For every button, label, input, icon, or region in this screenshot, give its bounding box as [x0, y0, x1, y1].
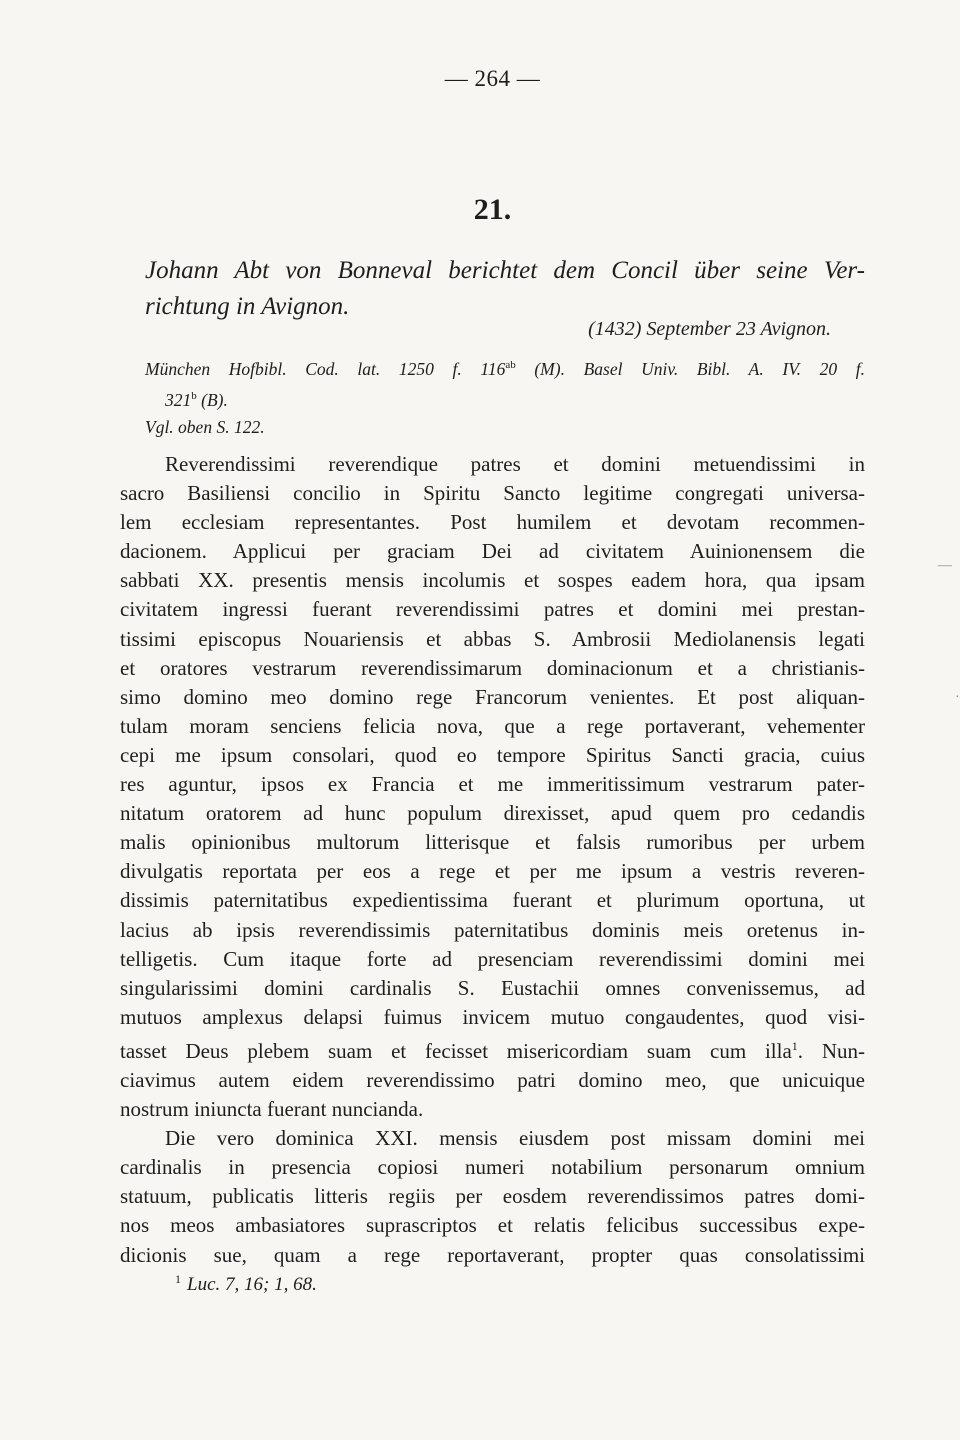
text-line: Die vero dominica XXI. mensis eiusdem post missam domini mei — [165, 1126, 865, 1151]
document-number: 21. — [473, 193, 512, 226]
text-line: et oratores vestrarum reverendissimarum dominacionum et a christianis- — [120, 655, 865, 680]
text-line: divulgatis reportata per eos a rege et per me ipsum a vestris reveren- — [120, 859, 865, 884]
source-text: München Hofbibl. Cod. lat. 1250 f. 116 — [145, 359, 506, 379]
text-line: mutuos amplexus delapsi fuimus invicem mutuo congaudentes, quod visi- — [120, 1004, 865, 1029]
source-references — [145, 352, 865, 441]
text-line: nitatum oratorem ad hunc populum direxisset, apud quem pro cedandis — [120, 801, 865, 826]
text-line: nostrum iniuncta fuerant nuncianda. — [120, 1097, 424, 1122]
superscript: ab — [505, 359, 516, 371]
source-line: Vgl. oben S. 122. — [145, 417, 265, 437]
title-line: Johann Abt von Bonneval berichtet dem Concil über seine Ver- — [145, 257, 865, 284]
text-line: dissimis paternitatibus expedientissima fuerant et plurimum oportuna, ut — [120, 888, 865, 913]
margin-mark: · — [955, 690, 960, 705]
letter-body — [120, 450, 865, 1270]
source-line — [145, 383, 865, 414]
text-line: lem ecclesiam representantes. Post humilem et devotam recommen- — [120, 510, 865, 535]
text-line: dicionis sue, quam a rege reportaverant, propter quas consolatissimi — [120, 1242, 865, 1267]
text-line: Reverendissimi reverendique patres et domini metuendissimi in — [165, 452, 865, 476]
page — [120, 0, 865, 1440]
footnote — [175, 1272, 317, 1296]
document-title — [145, 253, 865, 325]
text-line: ciavimus autem eidem reverendissimo patri domino meo, que unicuique — [120, 1067, 865, 1092]
text-line: statuum, publicatis litteris regiis per eosdem reverendissimos patres domi- — [120, 1184, 865, 1209]
dateline: (1432) September 23 Avignon. — [588, 318, 831, 340]
superscript: b — [191, 390, 197, 402]
footnote-reference: Luc. 7, 16; 1, 68. — [187, 1274, 317, 1295]
text-line: cepi me ipsum consolari, quod eo tempore Spiritus Sancti gracia, cuius — [120, 742, 865, 767]
text-line — [120, 1032, 865, 1066]
footnote-marker: 1 — [791, 1038, 798, 1053]
text-line: dacionem. Applicui per graciam Dei ad civitatem Auinionensem die — [120, 539, 865, 564]
text-line: civitatem ingressi fuerant reverendissimi patres et domini mei prestan- — [120, 597, 865, 622]
text-line: tulam moram senciens felicia nova, que a rege portaverant, vehementer — [120, 713, 865, 738]
source-text: (M). Basel Univ. Bibl. A. IV. 20 f. — [515, 359, 865, 379]
text-line: simo domino meo domino rege Francorum venientes. Et post aliquan- — [120, 684, 865, 709]
title-line: richtung in Avignon. — [145, 293, 350, 320]
text-line: singularissimi domini cardinalis S. Eustachii omnes convenissemus, ad — [120, 975, 865, 1000]
text-segment: tasset Deus plebem suam et fecisset misericordiam suam cum illa — [120, 1038, 792, 1063]
text-segment: . Nun- — [797, 1038, 865, 1063]
footnote-number: 1 — [175, 1272, 181, 1286]
text-line: cardinalis in presencia copiosi numeri notabilium personarum omnium — [120, 1155, 865, 1180]
text-line: sacro Basiliensi concilio in Spiritu Sancto legitime congregati universa- — [120, 481, 865, 506]
page-number: — 264 — — [444, 66, 541, 91]
source-text: (B). — [196, 390, 228, 410]
text-line: malis opinionibus multorum litterisque et falsis rumoribus per urbem — [120, 830, 865, 855]
text-line: tissimi episcopus Nouariensis et abbas S. Ambrosii Mediolanensis legati — [120, 626, 865, 651]
text-line: sabbati XX. presentis mensis incolumis et sospes eadem hora, qua ipsam — [120, 568, 865, 593]
text-line: telligetis. Cum itaque forte ad presenciam reverendissimi domini mei — [120, 946, 865, 971]
text-line: lacius ab ipsis reverendissimis paternitatibus dominis meis oretenus in- — [120, 917, 865, 942]
source-text: 321 — [165, 390, 192, 410]
text-line: nos meos ambasiatores suprascriptos et relatis felicibus successibus expe- — [120, 1213, 865, 1238]
text-line: res aguntur, ipsos ex Francia et me immeritissimum vestrarum pater- — [120, 772, 865, 797]
source-line — [145, 352, 865, 383]
margin-mark: — — [938, 558, 952, 573]
